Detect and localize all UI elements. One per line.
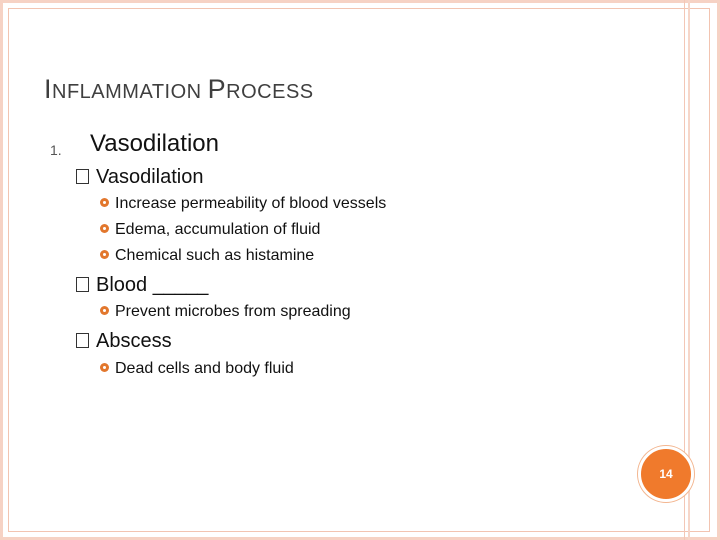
section-label: Vasodilation [96,166,204,188]
bullet-icon [100,198,109,207]
bullet-icon [100,306,109,315]
page-title [44,74,314,105]
bullet-icon [100,224,109,233]
list-item [100,195,386,213]
list-item [100,247,314,265]
section-blood [76,274,208,297]
bullet-icon [100,363,109,372]
list-item [100,360,294,378]
title-initial: I [44,74,53,104]
bullet-icon [100,250,109,259]
checkbox-bullet-icon [76,333,89,348]
list-number: 1. [50,142,62,158]
list-item-text: Dead cells and body fluid [115,360,294,377]
section-label: Abscess [96,330,172,352]
page-number-badge: 14 [638,446,694,502]
list-item [100,221,320,239]
list-item-text: Edema, accumulation of fluid [115,221,321,238]
list-item-text: Chemical such as histamine [115,247,315,264]
section-abscess [76,330,172,353]
title-initial: P [207,74,227,104]
list-item-text: Increase permeability of blood vessels [115,195,387,212]
checkbox-bullet-icon [76,277,89,292]
title-text: ROCESS [226,81,314,103]
title-text: NFLAMMATION [52,81,208,103]
list-item-text: Prevent microbes from spreading [115,303,351,320]
section-vasodilation [76,166,203,189]
list-item [100,303,351,321]
main-heading: Vasodilation [90,130,219,157]
checkbox-bullet-icon [76,169,89,184]
section-label: Blood _____ [96,274,209,296]
